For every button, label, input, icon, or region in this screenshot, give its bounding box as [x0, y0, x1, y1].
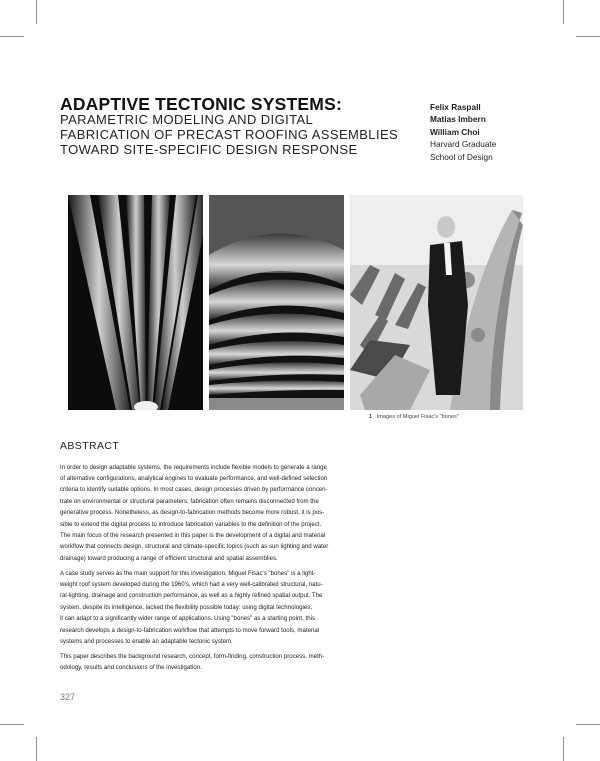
- subtitle-line: TOWARD SITE-SPECIFIC DESIGN RESPONSE: [60, 142, 358, 157]
- text-line: research develops a design-to-fabrication workflow that attempts to move forward tools, material: [60, 626, 320, 634]
- text-line: odology, results and conclusions of the investigation.: [60, 664, 202, 672]
- text-line: drainage) toward producing a range of efficient structural and spatial assemblies.: [60, 554, 278, 562]
- text-line: it can adapt to a significantly wider range of applications. Using "bones" as a starting point, this: [60, 615, 315, 623]
- abstract-body: [60, 458, 396, 677]
- subtitle-line: PARAMETRIC MODELING AND DIGITAL: [60, 112, 314, 127]
- figure-number: 1: [369, 414, 373, 420]
- text-line: This paper describes the background research, concept, form-finding, construction process, meth-: [60, 653, 325, 660]
- text-line: criteria to identify suitable options. In most cases, design processes driven by performance concen-: [60, 486, 328, 494]
- crop-mark: [36, 737, 37, 761]
- subtitle-line: FABRICATION OF PRECAST ROOFING ASSEMBLIES: [60, 127, 399, 142]
- text-line: In order to design adaptable systems, the requirements include flexible models to generate a range: [60, 463, 327, 471]
- text-line: systems and processes to enable an adaptable tectonic system.: [60, 638, 233, 646]
- crop-mark: [576, 36, 600, 37]
- author-name: Matias Imbern: [430, 114, 486, 125]
- abstract-heading: ABSTRACT: [60, 440, 120, 452]
- figure-caption: [369, 414, 459, 420]
- crop-mark: [563, 737, 564, 761]
- text-line: sible to extend the digital process to introduce fabrication variables to the definition of the project.: [60, 520, 322, 528]
- text-line: system, despite its intelligence, lacked the flexibility possible today: using digital technologies,: [60, 603, 313, 611]
- crop-mark: [0, 724, 24, 725]
- text-line: A case study serves as the main support for this investigation. Miguel Fisac's "bones" is a light-: [60, 569, 316, 577]
- author-name: Felix Raspall: [430, 102, 481, 112]
- paper-subtitle: [60, 112, 410, 157]
- author-name: William Choi: [430, 126, 480, 137]
- paper-title: ADAPTIVE TECTONIC SYSTEMS:: [60, 94, 342, 114]
- author-block: [430, 101, 496, 163]
- text-line: The main focus of the research presented in this paper is the development of a digital and material: [60, 531, 326, 539]
- page-number: 327: [60, 692, 76, 702]
- text-line: weight roof system developed during the 1960's, which had a very well-calibrated structural, natu-: [60, 581, 323, 589]
- figure-photo-beams-perspective: [68, 195, 203, 410]
- crop-mark: [563, 0, 564, 24]
- crop-mark: [576, 724, 600, 725]
- crop-mark: [36, 0, 37, 24]
- text-line: workflow that connects design, structural and climate-specific topics (such as sun lighting and water: [60, 543, 329, 551]
- affiliation-line: School of Design: [430, 151, 493, 162]
- text-line: ral-lighting, drainage and construction performance, as well as a highly refined spatial output. The: [60, 592, 323, 600]
- text-line: generative process. Nonetheless, as design-to-fabrication methods become more robust, it is pos-: [60, 509, 325, 517]
- crop-mark: [0, 36, 24, 37]
- figure-caption-text: Images of Miguel Fisac's "bones": [376, 414, 459, 420]
- figure-photo-fisac-with-bone: [350, 195, 523, 410]
- affiliation-line: Harvard Graduate: [430, 139, 497, 150]
- text-line: trate on environmental or structural parameters; fabrication often remains disconnected from the: [60, 497, 319, 505]
- figure-photo-beams-stacked: [209, 195, 344, 410]
- text-line: of alternative configurations, analytical engines to evaluate performance, and well-defined selection: [60, 474, 328, 482]
